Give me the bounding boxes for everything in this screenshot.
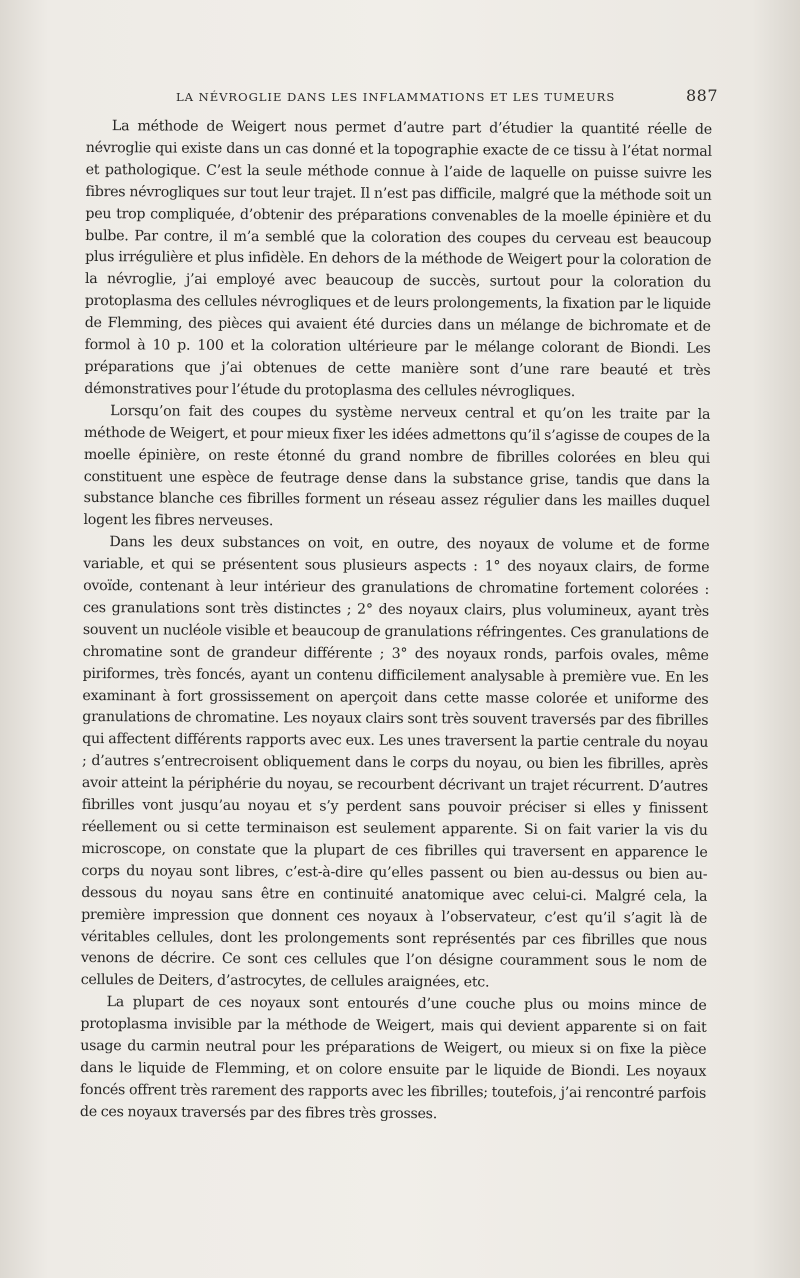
paragraph: Lorsqu’on fait des coupes du système nerveux central et qu’on les traite par la méthode de Weigert, et pour mieux fixer les idées admettons qu’il s’agisse de coupes de la moelle épinière, on reste étonné du grand nombre de fibrilles colorées en bleu qui constituent une espèce de feutrage dense dans la substance grise, tandis que dans la substance blanche ces fibrilles forment un réseau assez régulier dans les mailles duquel logent les fibres nerveuses. [83,402,711,530]
paragraph: La méthode de Weigert nous permet d’autre part d’étudier la quantité réelle de névroglie qui existe dans un cas donné et la topographie exacte de ce tissu à l’état normal et pathologique. C’est la seule méthode connue à l’aide de laquelle on puisse suivre les fibres névrogliques sur tout leur trajet. Il n’est pas difficile, malgré que la méthode soit un peu trop compliquée, d’obtenir des préparations convenables de la moelle épinière et du bulbe. Par contre, il m’a semblé que la coloration des coupes du cerveau est beaucoup plus irrégulière et plus infidèle. En dehors de la méthode de Weigert pour la coloration de la névroglie, j’ai employé avec beaucoup de succès, surtout pour la coloration du protoplasma des cellules névrogliques et de leurs prolongements, la fixation par le liquide de Flemming, des pièces qui avaient été durcies dans un mélange de bichromate et de formol à 10 p. 100 et la coloration ultérieure par le mélange colorant de Biondi. Les préparations que j’ai obtenues de cette manière sont d’une rare beauté et très démonstratives pour l’étude du protoplasma des cellules névrogliques. [84,118,712,400]
page-header [176,86,724,110]
body-text [80,116,712,1127]
page-number: 887 [685,86,718,105]
paragraph: Dans les deux substances on voit, en outre, des noyaux de volume et de forme variable, et qui se présentent sous plusieurs aspects : 1° des noyaux clairs, de forme ovoïde, contenant à leur intérieur des granulations de chromatine fortement colorées : ces granulations sont très distinctes ; 2° des noyaux clairs, plus volumineux, ayant très souvent un nucléole visible et beaucoup de granulations réfringentes. Ces granulations de chromatine sont de grandeur différente ; 3° des noyaux ronds, parfois ovales, même piriformes, très foncés, ayant un contenu difficilement analysable à première vue. En les examinant à fort grossissement on aperçoit dans cette masse colorée et uniforme des granulations de chromatine. Les noyaux clairs sont très souvent traversés par des fibrilles qui affectent différents rapports avec eux. Les unes traversent la partie centrale du noyau ; d’autres s’entrecroisent obliquement dans le corps du noyau, ou bien les fibrilles, après avoir atteint la périphérie du noyau, se recourbent décrivant un trajet récurrent. D’autres fibrilles vont jusqu’au noyau et s’y perdent sans pouvoir préciser si elles y finissent réellement ou si cette terminaison est seulement apparente. Si on fait varier la vis du microscope, on constate que la plupart de ces fibrilles qui traversent en apparence le corps du noyau sont libres, c’est-à-dire qu’elles passent ou bien au-dessus ou bien au-dessous du noyau sans être en continuité anatomique avec celui-ci. Malgré cela, la première impression que donnent ces noyaux à l’observateur, c’est qu’il s’agit là de véritables cellules, dont les prolongements sont représentés par ces fibrilles que nous venons de décrire. Ce sont ces cellules que l’on désigne couramment sous le nom de cellules de Deiters, d’astrocytes, de cellules araignées, etc. [80,534,710,991]
paragraph: La plupart de ces noyaux sont entourés d’une couche plus ou moins mince de protoplasma invisible par la méthode de Weigert, mais qui devient apparente si on fait usage du carmin neutral pour les préparations de Weigert, ou mieux si on fixe la pièce dans le liquide de Flemming, et on colore ensuite par le liquide de Biondi. Les noyaux foncés offrent très rarement des rapports avec les fibrilles; toutefois, j’ai rencontré parfois de ces noyaux traversés par des fibres très grosses. [79,994,707,1122]
running-title: LA NÉVROGLIE DANS LES INFLAMMATIONS ET LES TUMEURS [176,90,616,104]
